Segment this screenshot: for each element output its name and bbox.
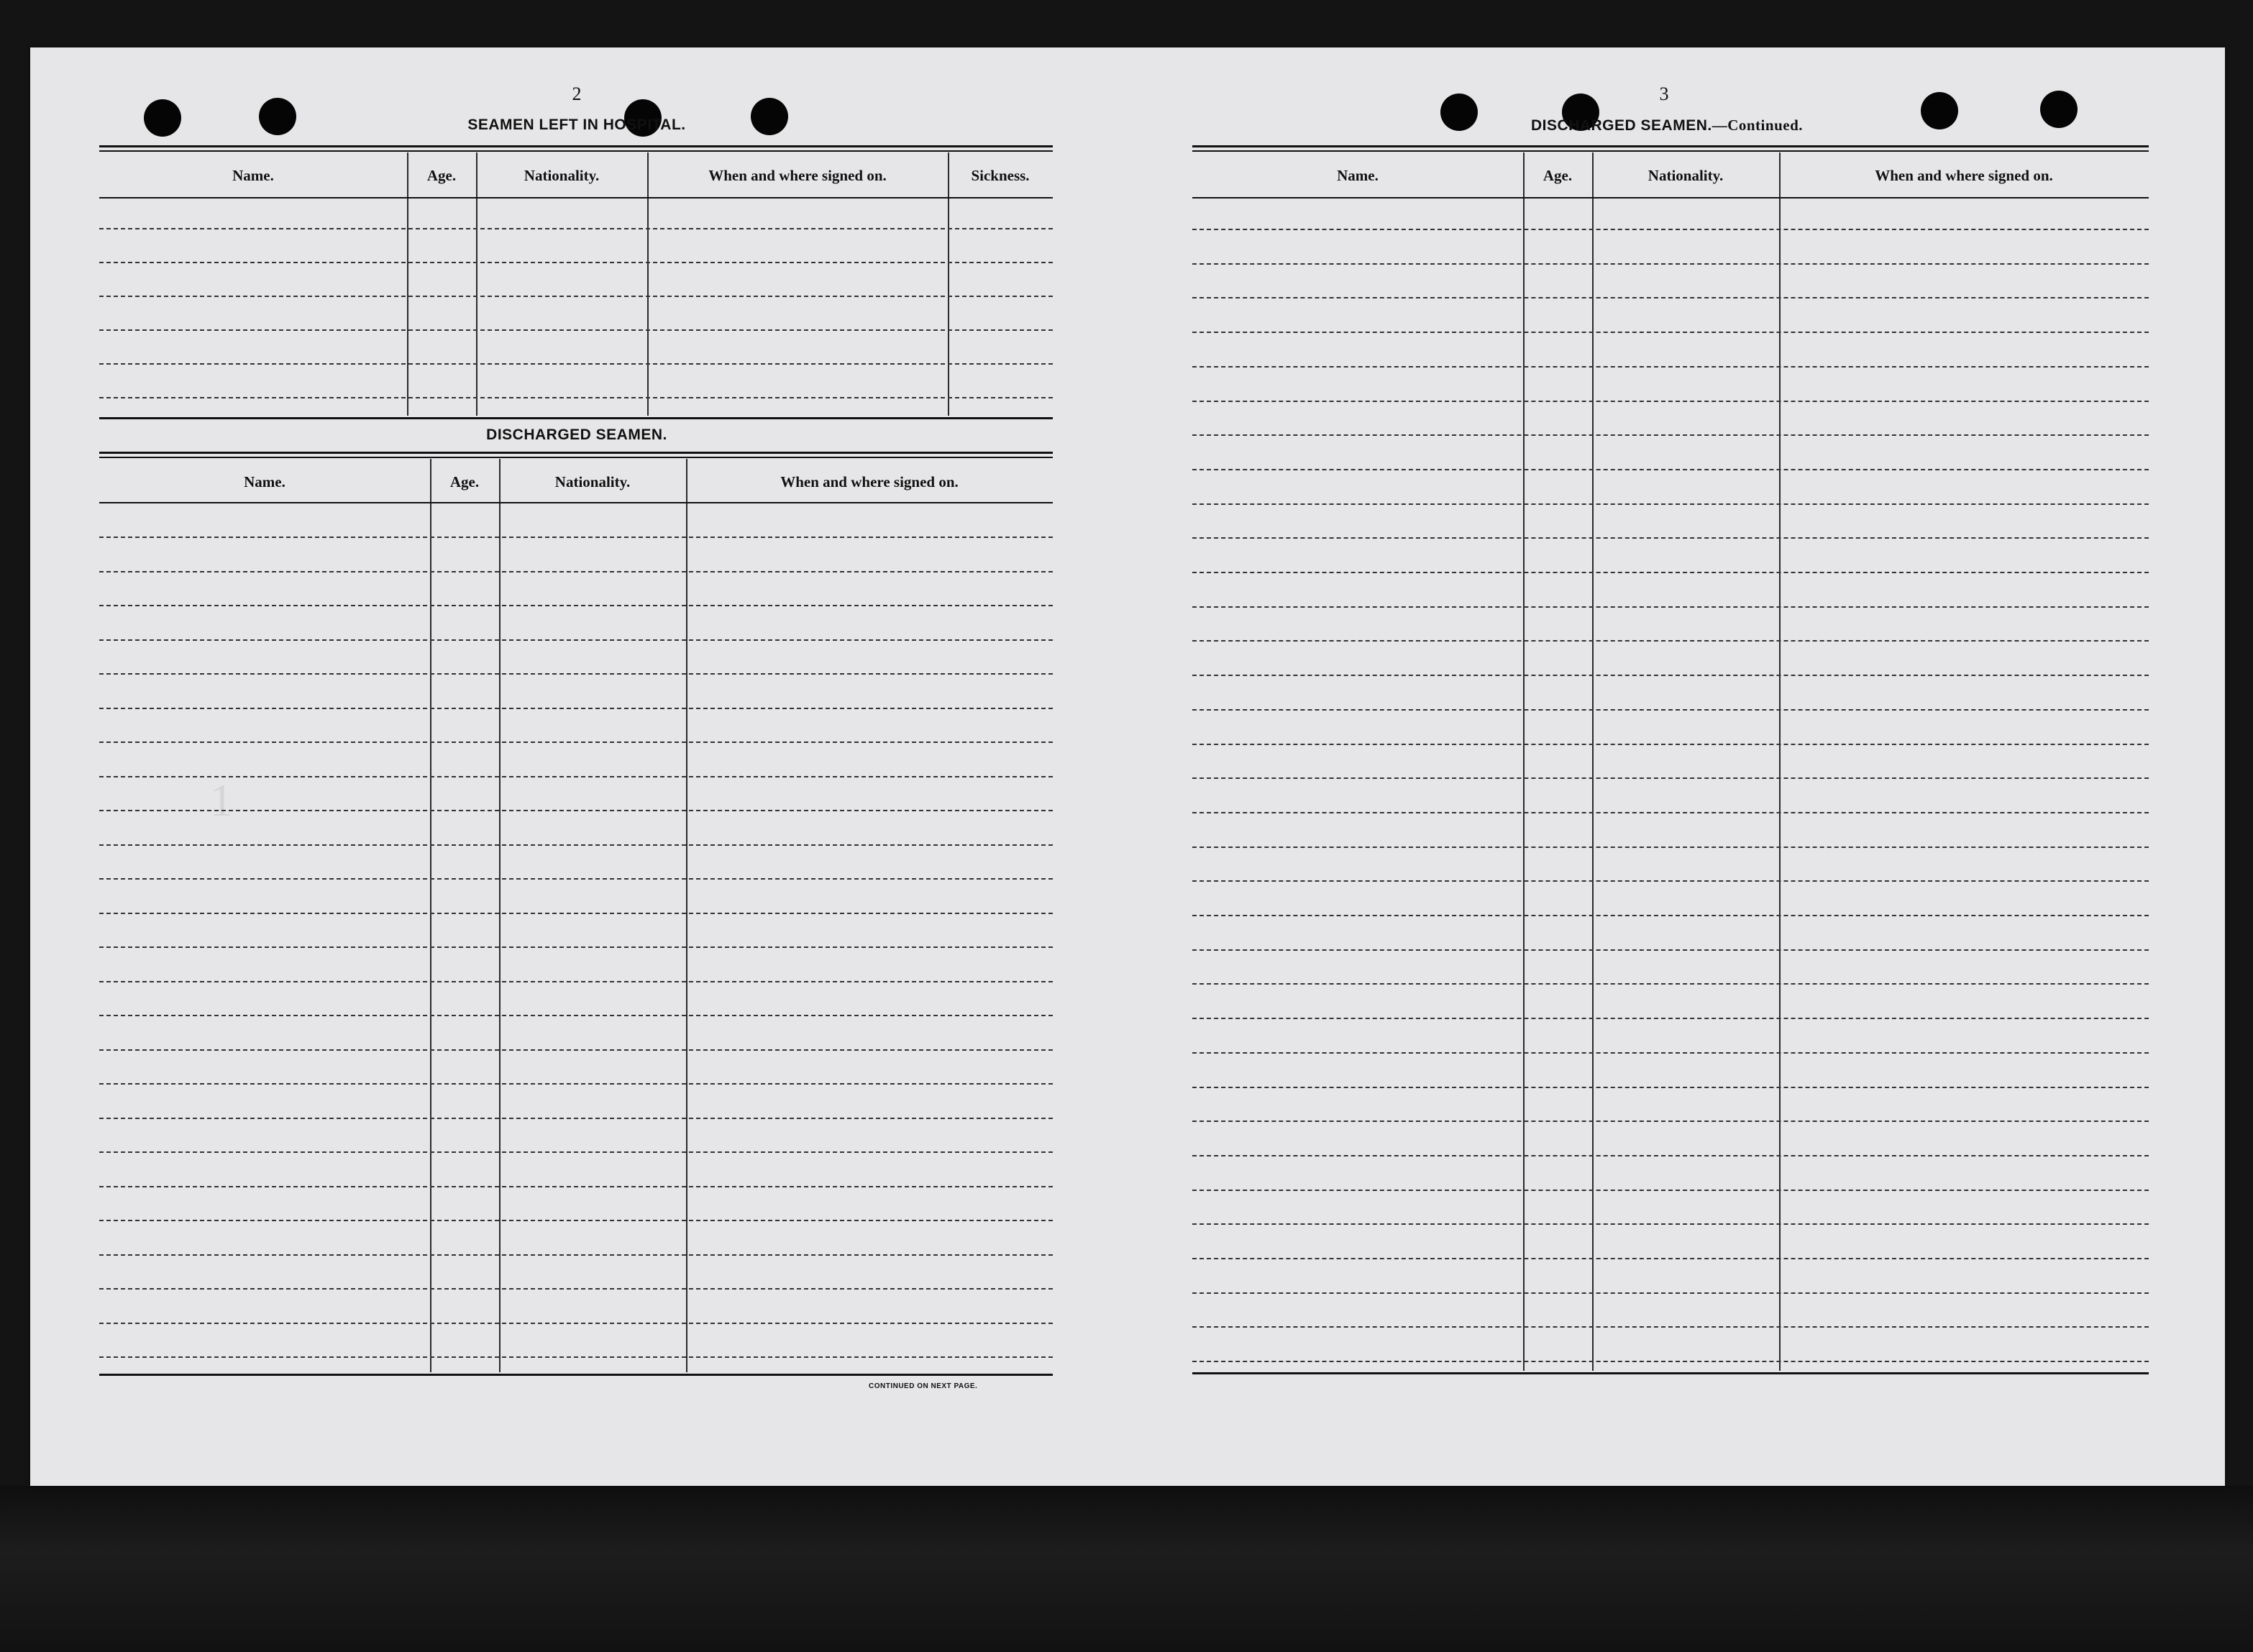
- title-main: DISCHARGED SEAMEN.: [1531, 117, 1712, 134]
- binder-hole: [2040, 91, 2078, 128]
- entry-row-line: [99, 1083, 1053, 1085]
- entry-row-line: [99, 1288, 1053, 1290]
- entry-row-line: [1192, 744, 2149, 745]
- header-rule: [1192, 197, 2149, 198]
- hospital-section-title: SEAMEN LEFT IN HOSPITAL.: [467, 117, 686, 133]
- entry-row-line: [1192, 640, 2149, 642]
- column-header-name: Name.: [232, 167, 274, 184]
- title-suffix: —Continued.: [1712, 117, 1803, 134]
- entry-row-line: [1192, 1087, 2149, 1088]
- table-top-rule: [99, 145, 1053, 152]
- column-header-age: Age.: [426, 167, 457, 184]
- entry-row-line: [1192, 915, 2149, 916]
- entry-row-line: [1192, 469, 2149, 470]
- column-header-name: Name.: [1337, 167, 1379, 184]
- entry-row-line: [1192, 1190, 2149, 1191]
- continued-note: CONTINUED ON NEXT PAGE.: [869, 1382, 978, 1390]
- header-rule: [99, 502, 1053, 503]
- column-divider: [430, 459, 431, 1372]
- entry-row-line: [1192, 401, 2149, 402]
- column-divider: [476, 152, 477, 416]
- column-header-age: Age.: [449, 473, 480, 490]
- column-divider: [499, 459, 501, 1372]
- entry-row-line: [1192, 846, 2149, 848]
- binder-hole: [1921, 92, 1958, 129]
- right-page-number: 3: [1659, 83, 1669, 104]
- entry-row-line: [1192, 812, 2149, 813]
- entry-row-line: [1192, 572, 2149, 573]
- binder-hole: [144, 99, 181, 137]
- entry-row-line: [1192, 983, 2149, 985]
- column-divider: [948, 152, 949, 416]
- column-divider: [686, 459, 687, 1372]
- entry-row-line: [1192, 949, 2149, 951]
- discharged-table: [99, 452, 1053, 1379]
- entry-row-line: [1192, 1018, 2149, 1019]
- scan-background: [0, 1486, 2253, 1652]
- entry-row-line: [1192, 297, 2149, 298]
- entry-row-line: [1192, 366, 2149, 368]
- entry-row-line: [99, 708, 1053, 709]
- column-divider: [407, 152, 408, 416]
- entry-row-line: [99, 1186, 1053, 1187]
- entry-row-line: [99, 228, 1053, 229]
- entry-row-line: [1192, 1121, 2149, 1122]
- column-divider: [1592, 152, 1594, 1371]
- left-page-number: 2: [572, 83, 582, 104]
- entry-row-line: [1192, 1258, 2149, 1259]
- column-header-nationality: Nationality.: [1648, 167, 1724, 184]
- entry-row-line: [99, 673, 1053, 675]
- header-rule: [99, 197, 1053, 198]
- table-top-rule: [99, 452, 1053, 458]
- entry-row-line: [1192, 880, 2149, 882]
- entry-row-line: [99, 981, 1053, 982]
- entry-row-line: [99, 296, 1053, 297]
- table-bottom-rule: [1192, 1372, 2149, 1374]
- entry-row-line: [1192, 606, 2149, 608]
- entry-row-line: [99, 1356, 1053, 1358]
- form-paper: [30, 47, 2225, 1486]
- entry-row-line: [99, 262, 1053, 263]
- column-divider: [1779, 152, 1781, 1371]
- entry-row-line: [99, 537, 1053, 538]
- table-top-rule: [1192, 145, 2149, 152]
- entry-row-line: [99, 810, 1053, 811]
- entry-row-line: [99, 329, 1053, 331]
- entry-row-line: [99, 1151, 1053, 1153]
- table-bottom-rule: [99, 1374, 1053, 1376]
- column-divider: [1523, 152, 1525, 1371]
- entry-row-line: [99, 1015, 1053, 1016]
- column-header-name: Name.: [244, 473, 285, 490]
- entry-row-line: [1192, 1223, 2149, 1225]
- entry-row-line: [99, 639, 1053, 641]
- entry-row-line: [99, 1118, 1053, 1119]
- entry-row-line: [1192, 263, 2149, 265]
- entry-row-line: [1192, 1361, 2149, 1362]
- entry-row-line: [99, 913, 1053, 914]
- entry-row-line: [99, 571, 1053, 572]
- entry-row-line: [99, 1220, 1053, 1221]
- entry-row-line: [1192, 675, 2149, 676]
- column-header-sickness: Sickness.: [971, 167, 1030, 184]
- column-header-nationality: Nationality.: [524, 167, 600, 184]
- discharged-continued-table: [1192, 145, 2149, 1382]
- entry-row-line: [99, 776, 1053, 777]
- column-header-age: Age.: [1543, 167, 1573, 184]
- column-divider: [647, 152, 649, 416]
- entry-row-line: [99, 1254, 1053, 1256]
- entry-row-line: [1192, 777, 2149, 779]
- entry-row-line: [99, 741, 1053, 743]
- binder-hole: [1440, 93, 1478, 131]
- entry-row-line: [99, 363, 1053, 365]
- bleed-through-mark: 1: [210, 775, 233, 826]
- column-header-signed-on: When and where signed on.: [708, 167, 887, 184]
- entry-row-line: [1192, 229, 2149, 230]
- table-bottom-rule: [99, 417, 1053, 419]
- entry-row-line: [1192, 1052, 2149, 1054]
- column-header-signed-on: When and where signed on.: [780, 473, 959, 490]
- entry-row-line: [99, 1323, 1053, 1324]
- entry-row-line: [1192, 503, 2149, 505]
- entry-row-line: [1192, 434, 2149, 436]
- entry-row-line: [1192, 1292, 2149, 1294]
- column-header-signed-on: When and where signed on.: [1875, 167, 2053, 184]
- entry-row-line: [1192, 332, 2149, 333]
- entry-row-line: [99, 844, 1053, 846]
- entry-row-line: [1192, 1155, 2149, 1156]
- entry-row-line: [99, 397, 1053, 398]
- discharged-section-title: DISCHARGED SEAMEN.: [486, 426, 667, 443]
- binder-hole: [751, 98, 788, 135]
- binder-hole: [259, 98, 296, 135]
- discharged-continued-title: [1531, 117, 1803, 134]
- entry-row-line: [1192, 537, 2149, 539]
- column-header-nationality: Nationality.: [554, 473, 631, 490]
- entry-row-line: [1192, 1326, 2149, 1328]
- entry-row-line: [99, 946, 1053, 948]
- entry-row-line: [99, 1049, 1053, 1051]
- entry-row-line: [99, 605, 1053, 606]
- entry-row-line: [1192, 709, 2149, 711]
- entry-row-line: [99, 878, 1053, 880]
- hospital-table: [99, 145, 1053, 466]
